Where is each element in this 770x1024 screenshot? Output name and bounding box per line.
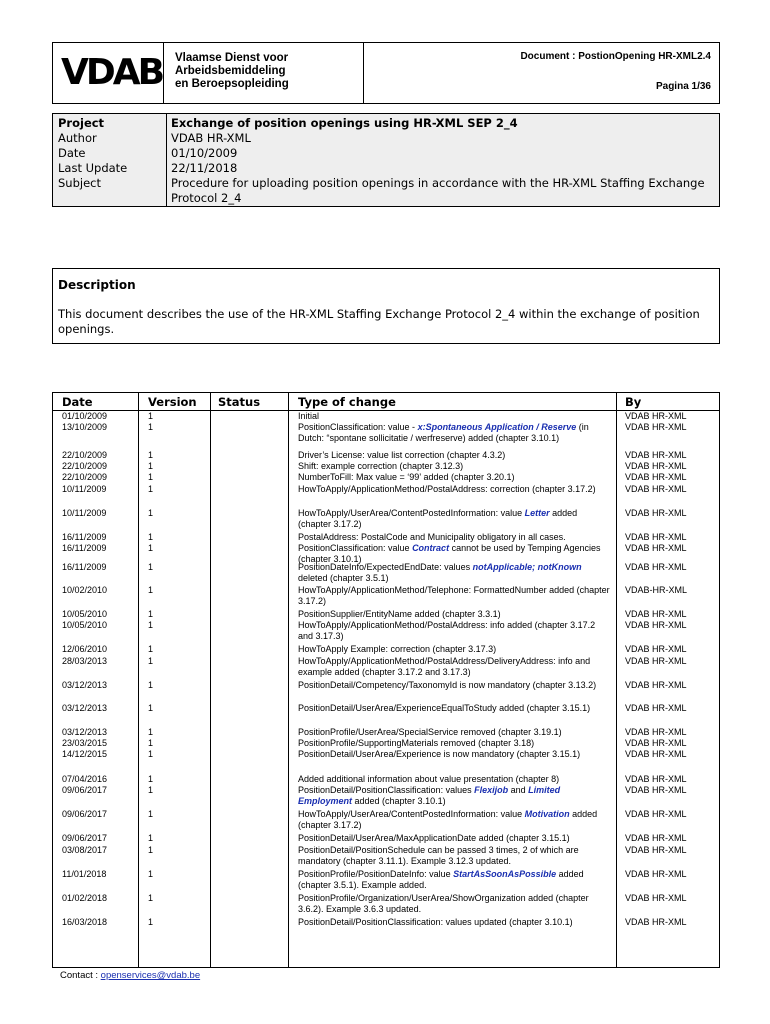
row-by: VDAB HR-XML xyxy=(625,472,687,482)
row-by: VDAB HR-XML xyxy=(625,809,687,819)
row-by: VDAB HR-XML xyxy=(625,450,687,460)
row-version: 1 xyxy=(148,472,154,482)
row-change-description xyxy=(298,833,610,844)
change-text: PositionDetail/Competency/TaxonomyId is now mandatory (chapter 3.13.2) xyxy=(298,680,597,690)
org-line-2: Arbeidsbemiddeling xyxy=(175,65,286,77)
row-by: VDAB HR-XML xyxy=(625,461,687,471)
project-meta-table xyxy=(52,113,720,207)
row-version: 1 xyxy=(148,543,154,553)
row-version: 1 xyxy=(148,656,154,666)
description-box xyxy=(52,268,720,344)
row-version: 1 xyxy=(148,422,154,432)
description-body: This document describes the use of the HR-XML Staffing Exchange Protocol 2_4 within the exchange of position openings. xyxy=(58,307,700,336)
change-text: PostalAddress: PostalCode and Municipality obligatory in all cases. xyxy=(298,532,566,542)
row-version: 1 xyxy=(148,450,154,460)
row-version: 1 xyxy=(148,562,154,572)
logo-cell xyxy=(53,43,164,103)
row-by: VDAB HR-XML xyxy=(625,422,687,432)
change-text: added (chapter 3.17.2) xyxy=(298,508,578,530)
date-label: Date xyxy=(58,146,86,160)
row-version: 1 xyxy=(148,461,154,471)
change-text: Added additional information about value presentation (chapter 8) xyxy=(298,774,560,784)
row-date: 03/12/2013 xyxy=(62,703,108,713)
last-update-value: 22/11/2018 xyxy=(171,161,238,175)
row-date: 10/05/2010 xyxy=(62,609,108,619)
row-change-description xyxy=(298,484,610,495)
row-by: VDAB HR-XML xyxy=(625,609,687,619)
row-by: VDAB HR-XML xyxy=(625,532,687,542)
row-by: VDAB HR-XML xyxy=(625,703,687,713)
contact-email-link[interactable]: openservices@vdab.be xyxy=(100,970,201,981)
col-header-date: Date xyxy=(62,395,93,409)
highlighted-value: Limited Employment xyxy=(298,785,561,807)
meta-divider xyxy=(166,114,167,206)
row-version: 1 xyxy=(148,809,154,819)
subject-label: Subject xyxy=(58,176,101,190)
row-by: VDAB HR-XML xyxy=(625,644,687,654)
document-info-cell xyxy=(363,43,719,103)
row-change-description xyxy=(298,680,610,691)
change-text: PositionDetail/PositionClassification: values xyxy=(298,785,475,795)
row-version: 1 xyxy=(148,845,154,855)
row-change-description xyxy=(298,893,610,915)
row-date: 16/11/2009 xyxy=(62,562,107,572)
change-text: HowToApply/UserArea/ContentPostedInformation: value xyxy=(298,508,525,518)
col-divider xyxy=(616,393,617,967)
row-date: 23/03/2015 xyxy=(62,738,108,748)
change-text: HowToApply/ApplicationMethod/PostalAddress: info added (chapter 3.17.2 and 3.17.3) xyxy=(298,620,596,642)
highlighted-value: notApplicable; notKnown xyxy=(472,562,582,572)
row-date: 12/06/2010 xyxy=(62,644,108,654)
row-date: 10/11/2009 xyxy=(62,508,107,518)
highlighted-value: Motivation xyxy=(524,809,570,819)
project-label: Project xyxy=(58,116,105,130)
page-number: Pagina 1/36 xyxy=(655,81,711,92)
row-version: 1 xyxy=(148,774,154,784)
row-by: VDAB HR-XML xyxy=(625,749,687,759)
change-text: Shift: example correction (chapter 3.12.3) xyxy=(298,461,464,471)
date-value: 01/10/2009 xyxy=(171,146,238,160)
row-change-description xyxy=(298,411,610,422)
row-date: 10/11/2009 xyxy=(62,484,107,494)
org-line-3: en Beroepsopleiding xyxy=(175,78,289,90)
vdab-logo: VDAB xyxy=(61,52,163,93)
change-text: added (chapter 3.5.1). Example added. xyxy=(298,869,584,891)
row-version: 1 xyxy=(148,727,154,737)
change-text: PositionProfile/SupportingMaterials removed (chapter 3.18) xyxy=(298,738,535,748)
col-divider xyxy=(288,393,289,967)
change-text: PositionDetail/PositionSchedule can be passed 3 times, 2 of which are mandatory (chapter 3.11.1). Example 3.12.3 updated. xyxy=(298,845,579,867)
org-line-1: Vlaamse Dienst voor xyxy=(175,52,289,64)
row-by: VDAB HR-XML xyxy=(625,680,687,690)
row-by: VDAB HR-XML xyxy=(625,845,687,855)
row-date: 28/03/2013 xyxy=(62,656,108,666)
row-by: VDAB HR-XML xyxy=(625,562,687,572)
row-change-description xyxy=(298,450,610,461)
row-by: VDAB HR-XML xyxy=(625,774,687,784)
row-change-description xyxy=(298,508,610,530)
row-by: VDAB HR-XML xyxy=(625,917,687,927)
change-text: and xyxy=(508,785,529,795)
change-text: HowToApply/ApplicationMethod/Telephone: FormattedNumber added (chapter 3.17.2) xyxy=(298,585,610,607)
row-date: 03/12/2013 xyxy=(62,727,108,737)
row-change-description xyxy=(298,562,610,584)
row-version: 1 xyxy=(148,785,154,795)
row-date: 10/05/2010 xyxy=(62,620,108,630)
row-version: 1 xyxy=(148,644,154,654)
change-text: PositionProfile/Organization/UserArea/ShowOrganization added (chapter 3.6.2). Example 3.6.3 updated. xyxy=(298,893,589,915)
row-by: VDAB HR-XML xyxy=(625,543,687,553)
row-change-description xyxy=(298,422,610,444)
row-date: 03/12/2013 xyxy=(62,680,108,690)
row-date: 10/02/2010 xyxy=(62,585,108,595)
row-change-description xyxy=(298,749,610,760)
row-change-description xyxy=(298,644,610,655)
row-date: 16/03/2018 xyxy=(62,917,108,927)
row-date: 09/06/2017 xyxy=(62,833,108,843)
change-text: cannot be used by Temping Agencies (chapter 3.10.1) xyxy=(298,543,601,565)
change-text: PositionDateInfo/ExpectedEndDate: values xyxy=(298,562,473,572)
row-by: VDAB HR-XML xyxy=(625,727,687,737)
change-text: added (chapter 3.17.2) xyxy=(298,809,598,831)
row-change-description xyxy=(298,785,610,807)
row-by: VDAB HR-XML xyxy=(625,738,687,748)
row-version: 1 xyxy=(148,869,154,879)
row-version: 1 xyxy=(148,620,154,630)
highlighted-value: Contract xyxy=(412,543,450,553)
row-change-description xyxy=(298,703,610,714)
author-value: VDAB HR-XML xyxy=(171,131,251,145)
row-date: 16/11/2009 xyxy=(62,532,107,542)
change-text: Initial xyxy=(298,411,320,421)
author-label: Author xyxy=(58,131,97,145)
change-text: PositionDetail/PositionClassification: values updated (chapter 3.10.1) xyxy=(298,917,573,927)
row-change-description xyxy=(298,727,610,738)
row-by: VDAB HR-XML xyxy=(625,893,687,903)
row-change-description xyxy=(298,532,610,543)
change-text: PositionProfile/PositionDateInfo: value xyxy=(298,869,454,879)
row-date: 14/12/2015 xyxy=(62,749,108,759)
row-version: 1 xyxy=(148,508,154,518)
row-version: 1 xyxy=(148,532,154,542)
change-text: HowToApply/ApplicationMethod/PostalAddress/DeliveryAddress: info and example added (chapter 3.17.2 and 3.17.3) xyxy=(298,656,591,678)
row-by: VDAB HR-XML xyxy=(625,869,687,879)
row-by: VDAB HR-XML xyxy=(625,620,687,630)
highlighted-value: StartAsSoonAsPossible xyxy=(453,869,557,879)
row-change-description xyxy=(298,845,610,867)
row-version: 1 xyxy=(148,585,154,595)
highlighted-value: Letter xyxy=(524,508,550,518)
row-date: 03/08/2017 xyxy=(62,845,108,855)
row-by: VDAB HR-XML xyxy=(625,411,687,421)
project-value: Exchange of position openings using HR-XML SEP 2_4 xyxy=(171,116,518,130)
row-change-description xyxy=(298,585,610,607)
row-date: 13/10/2009 xyxy=(62,422,108,432)
row-version: 1 xyxy=(148,411,154,421)
row-version: 1 xyxy=(148,609,154,619)
row-date: 16/11/2009 xyxy=(62,543,107,553)
change-text: PositionSupplier/EntityName added (chapter 3.3.1) xyxy=(298,609,501,619)
col-header-version: Version xyxy=(148,395,197,409)
row-date: 01/10/2009 xyxy=(62,411,108,421)
row-by: VDAB HR-XML xyxy=(625,656,687,666)
row-version: 1 xyxy=(148,680,154,690)
row-by: VDAB HR-XML xyxy=(625,484,687,494)
row-by: VDAB HR-XML xyxy=(625,785,687,795)
change-history-table xyxy=(52,392,720,968)
row-change-description xyxy=(298,472,610,483)
row-date: 09/06/2017 xyxy=(62,809,108,819)
highlighted-value: Flexijob xyxy=(474,785,509,795)
change-text: PositionProfile/UserArea/SpecialService removed (chapter 3.19.1) xyxy=(298,727,562,737)
change-text: Driver’s License: value list correction (chapter 4.3.2) xyxy=(298,450,506,460)
row-by: VDAB-HR-XML xyxy=(625,585,688,595)
row-version: 1 xyxy=(148,893,154,903)
col-header-type: Type of change xyxy=(298,395,396,409)
change-text: (in Dutch: “spontane sollicitatie / werfreserve) added (chapter 3.10.1) xyxy=(298,422,589,444)
row-version: 1 xyxy=(148,749,154,759)
row-date: 09/06/2017 xyxy=(62,785,108,795)
row-change-description xyxy=(298,656,610,678)
change-text: PositionDetail/UserArea/ExperienceEqualToStudy added (chapter 3.15.1) xyxy=(298,703,591,713)
row-version: 1 xyxy=(148,703,154,713)
change-text: PositionDetail/UserArea/MaxApplicationDate added (chapter 3.15.1) xyxy=(298,833,570,843)
change-text: HowToApply/UserArea/ContentPostedInformation: value xyxy=(298,809,525,819)
change-text: PositionClassification: value - xyxy=(298,422,418,432)
row-date: 11/01/2018 xyxy=(62,869,107,879)
col-divider xyxy=(138,393,139,967)
subject-value: Procedure for uploading position openings in accordance with the HR-XML Staffing Exchange Protocol 2_4 xyxy=(171,176,705,205)
row-by: VDAB HR-XML xyxy=(625,833,687,843)
row-change-description xyxy=(298,809,610,831)
change-text: HowToApply/ApplicationMethod/PostalAddress: correction (chapter 3.17.2) xyxy=(298,484,596,494)
row-version: 1 xyxy=(148,917,154,927)
row-date: 22/10/2009 xyxy=(62,472,108,482)
row-date: 07/04/2016 xyxy=(62,774,108,784)
last-update-label: Last Update xyxy=(58,161,128,175)
row-version: 1 xyxy=(148,833,154,843)
change-text: deleted (chapter 3.5.1) xyxy=(298,573,389,584)
highlighted-value: x:Spontaneous Application / Reserve xyxy=(417,422,577,432)
document-header xyxy=(52,42,720,104)
row-version: 1 xyxy=(148,484,154,494)
description-title: Description xyxy=(58,278,136,292)
document-reference: Document : PostionOpening HR-XML2.4 xyxy=(520,51,711,62)
col-header-by: By xyxy=(625,395,642,409)
row-change-description xyxy=(298,917,610,928)
row-change-description xyxy=(298,461,610,472)
col-divider xyxy=(210,393,211,967)
row-by: VDAB HR-XML xyxy=(625,508,687,518)
contact-line xyxy=(60,970,200,981)
organization-cell xyxy=(163,43,364,103)
change-text: PositionDetail/UserArea/Experience is now mandatory (chapter 3.15.1) xyxy=(298,749,581,759)
contact-label: Contact : xyxy=(60,970,101,981)
row-change-description xyxy=(298,774,610,785)
row-change-description xyxy=(298,738,610,749)
row-version: 1 xyxy=(148,738,154,748)
change-text: PositionClassification: value xyxy=(298,543,413,553)
change-text: HowToApply Example: correction (chapter 3.17.3) xyxy=(298,644,497,654)
row-date: 22/10/2009 xyxy=(62,450,108,460)
row-date: 01/02/2018 xyxy=(62,893,108,903)
row-change-description xyxy=(298,609,610,620)
row-change-description xyxy=(298,869,610,891)
row-date: 22/10/2009 xyxy=(62,461,108,471)
change-text: added (chapter 3.10.1) xyxy=(352,796,446,807)
change-text: NumberToFill: Max value = ‘99’ added (chapter 3.20.1) xyxy=(298,472,515,482)
row-change-description xyxy=(298,620,610,642)
col-header-status: Status xyxy=(218,395,261,409)
